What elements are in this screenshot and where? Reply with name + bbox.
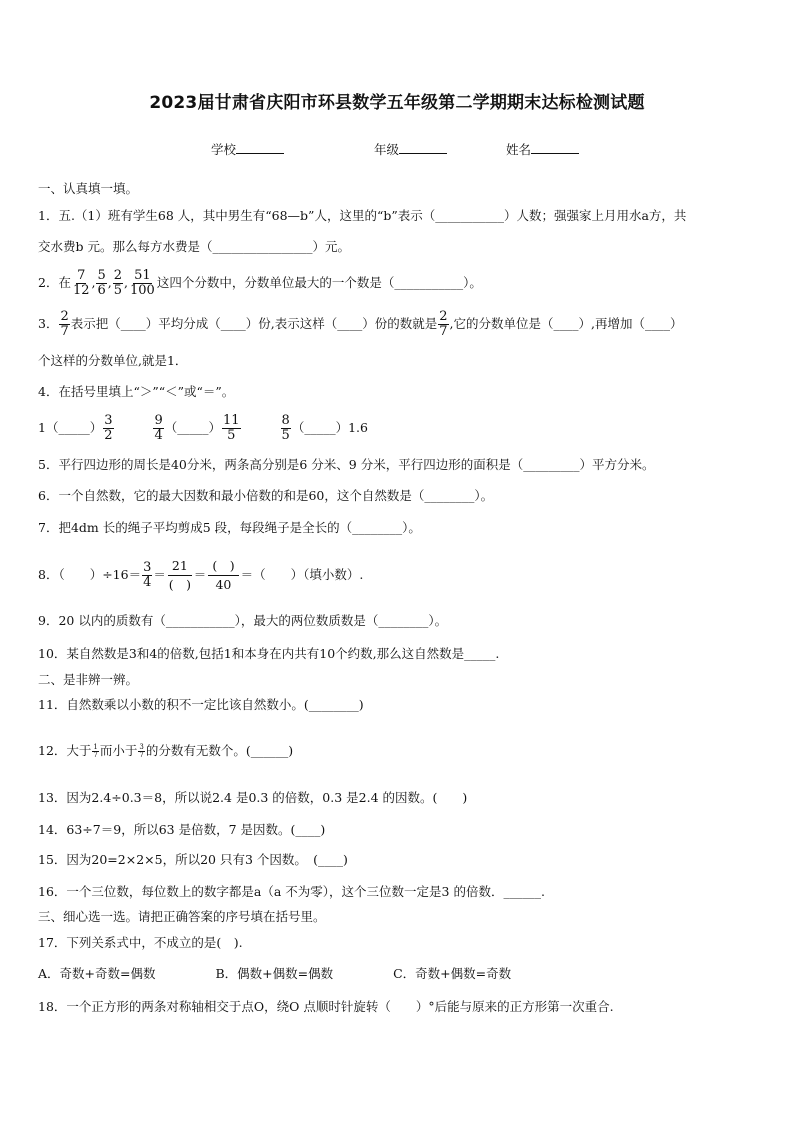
question-12-middle: 而小于 [99,743,138,758]
fraction-5-6: $\frac{5}{6}$ [97,268,106,298]
option-c[interactable]: C．奇数+偶数=奇数 [393,966,512,981]
fraction-2-7: $\frac{2}{7}$ [60,309,69,339]
section-heading-1: 一、认真填一填。 [38,181,139,196]
section-heading-2: 二、是非辨一辨。 [38,672,139,687]
question-8-suffix: ＝（ ）（填小数）. [240,567,364,582]
school-label: 学校 [211,142,237,157]
question-3-line-2: 个这样的分数单位,就是1． [38,353,188,368]
question-3-middle: 表示把（____）平均分成（____）份,表示这样（____）份的数就是 [70,316,438,331]
name-field [506,140,579,158]
grade-label: 年级 [374,142,400,157]
compare-2-blank[interactable]: （_____） [164,420,222,435]
grade-field [374,140,447,158]
fraction-3-2: $\frac{3}{2}$ [104,413,113,443]
fraction-3-7: $\frac{3}{7}$ [139,743,144,759]
question-5: 5．平行四边形的周长是40分米，两条高分别是6 分米、9 分米，平行四边形的面积是（_________）平方分米。 [38,457,655,472]
question-17-options [38,966,758,982]
question-2-suffix: 这四个分数中，分数单位最大的一个数是（___________）。 [156,275,482,290]
question-8 [38,553,758,597]
question-3 [38,309,758,339]
compare-3-right: 1.6 [348,420,368,435]
equals-sign: ＝ [153,567,166,582]
fraction-9-4: $\frac{9}{4}$ [154,413,163,443]
grade-blank[interactable] [399,141,447,154]
question-15: 15．因为20=2×2×5，所以20 只有3 个因数。 (____) [38,852,348,867]
question-6: 6．一个自然数，它的最大因数和最小倍数的和是60，这个自然数是（________）。 [38,488,494,503]
question-14: 14．63÷7＝9，所以63 是倍数，7 是因数。(____) [38,822,326,837]
fraction-7-12: $\frac{7}{12}$ [72,268,90,298]
question-9: 9．20 以内的质数有（___________），最大的两位数质数是（________）。 [38,613,448,628]
fraction-blank-40: ( ) 40 [208,557,238,594]
name-label: 姓名 [506,142,532,157]
fraction-2-7-second: $\frac{2}{7}$ [439,309,448,339]
question-4-head: 4．在括号里填上“＞”“＜”或“＝”。 [38,384,235,399]
option-b[interactable]: B．偶数+偶数=偶数 [215,966,334,981]
question-12-suffix: 的分数有无数个。(______) [145,743,294,758]
question-18: 18．一个正方形的两条对称轴相交于点O，绕O 点顺时针旋转（ ）°后能与原来的正方形第一次重合. [38,999,614,1014]
fraction-1-7: $\frac{1}{7}$ [93,743,98,759]
fraction-51-100: $\frac{51}{100}$ [130,268,155,298]
question-10: 10．某自然数是3和4的倍数,包括1和本身在内共有10个约数,那么这自然数是_____. [38,646,500,661]
question-11: 11．自然数乘以小数的积不一定比该自然数小。(________) [38,697,364,712]
question-1-line-2: 交水费b 元。那么每方水费是（________________）元。 [38,239,350,254]
question-17: 17．下列关系式中，不成立的是( ). [38,935,243,950]
question-7: 7．把4dm 长的绳子平均剪成5 段，每段绳子是全长的（________）。 [38,520,421,535]
name-blank[interactable] [531,141,579,154]
compare-1-left: 1 [38,420,46,435]
fraction-8-5: $\frac{8}{5}$ [281,413,290,443]
question-16: 16．一个三位数，每位数上的数字都是a（a 不为零），这个三位数一定是3 的倍数．______. [38,884,545,899]
equals-sign: ＝ [193,567,207,582]
question-13: 13．因为2.4÷0.3＝8，所以说2.4 是0.3 的倍数，0.3 是2.4 的因数。( ) [38,790,468,805]
compare-3-blank[interactable]: （_____） [291,420,349,435]
question-8-prefix: 8．（ ）÷16＝ [38,567,142,582]
school-blank[interactable] [236,141,284,154]
question-3-suffix: ,它的分数单位是（____）,再增加（____） [449,316,683,331]
compare-1-blank[interactable]: （_____） [45,420,103,435]
fraction-2-5: $\frac{2}{5}$ [113,268,123,298]
question-2: 2．在 $\frac{7}{12}$ , $\frac{5}{6}$ , $\frac{2}{5}$ , $\frac{51}{100}$ 这四个分数中，分数单位最大的一个数是（___________）。 [38,268,482,298]
question-1-line-1: 1．五.（1）班有学生68 人，其中男生有“68—b”人，这里的“b”表示（___________）人数；强强家上月用水a方，共 [38,208,687,223]
page-title: 2023届甘肃省庆阳市环县数学五年级第二学期期末达标检测试题 [149,93,645,113]
section-heading-3: 三、细心选一选。请把正确答案的序号填在括号里。 [38,909,326,924]
question-3-prefix: 3． [38,316,59,331]
question-4-items [38,408,758,448]
question-2-prefix: 2．在 [38,275,71,290]
question-12 [38,742,758,760]
fraction-11-5: $\frac{11}{5}$ [223,413,240,443]
school-field [211,140,284,158]
question-12-prefix: 12．大于 [38,743,92,758]
fraction-3-4: $\frac{3}{4}$ [143,560,152,590]
fraction-21-blank: 21 ( ) [168,558,191,592]
option-a[interactable]: A．奇数+奇数=偶数 [38,966,156,981]
